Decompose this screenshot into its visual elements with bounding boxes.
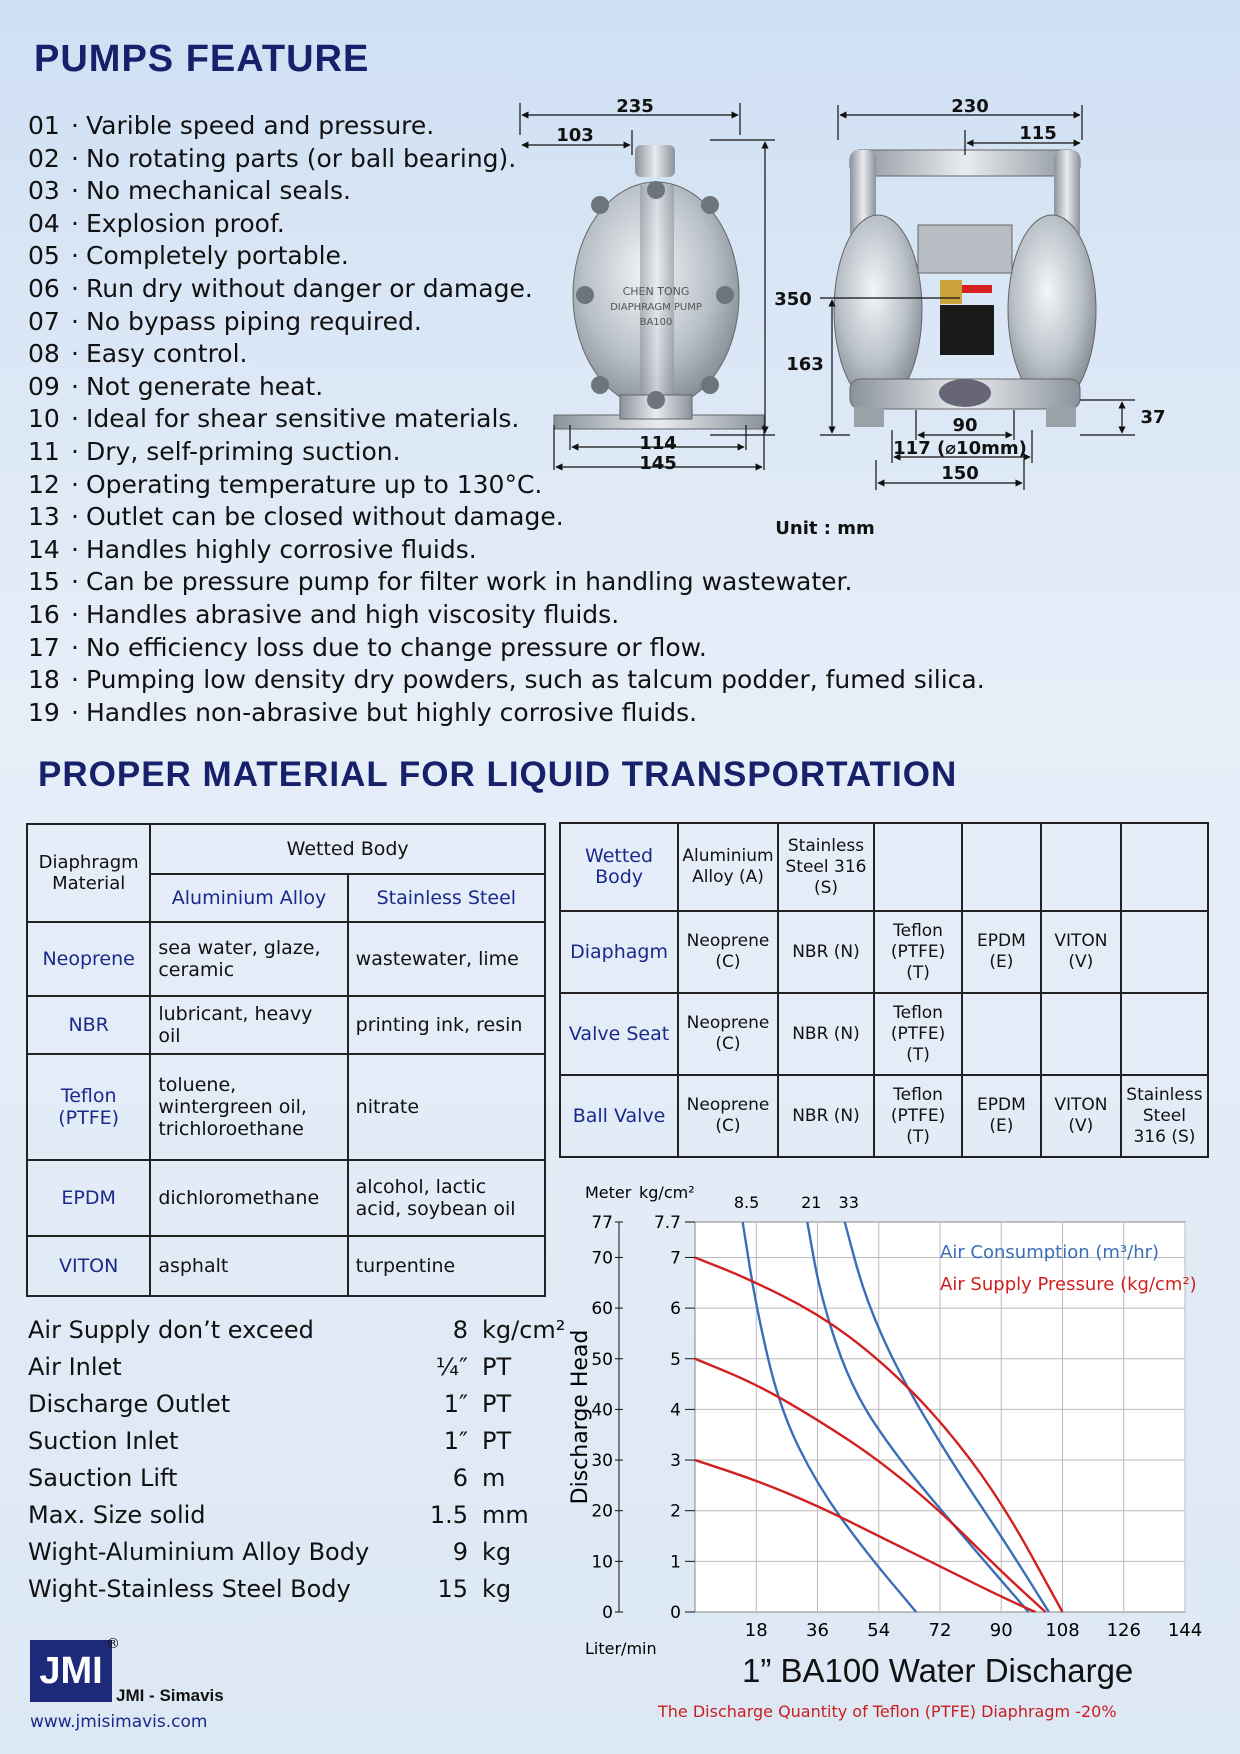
dim-front-inlet: 90 bbox=[952, 415, 978, 436]
feature-item bbox=[28, 697, 988, 730]
y-right-unit: kg/cm² bbox=[639, 1183, 695, 1202]
x-tick-label: 36 bbox=[806, 1620, 829, 1641]
feature-item bbox=[28, 632, 988, 665]
dim-side-base-in: 114 bbox=[639, 433, 677, 454]
materials-title: PROPER MATERIAL FOR LIQUID TRANSPORTATION bbox=[38, 755, 958, 794]
selection-cell: VITON (V) bbox=[1041, 911, 1121, 993]
bullet-dot: · bbox=[71, 469, 79, 499]
feature-text: Explosion proof. bbox=[86, 208, 285, 238]
selection-cell: NBR (N) bbox=[778, 1075, 874, 1157]
feature-text: No bypass piping required. bbox=[86, 306, 422, 336]
feature-text: Completely portable. bbox=[86, 241, 349, 271]
spec-value: 1″ bbox=[443, 1427, 468, 1455]
y-left-tick-label: 40 bbox=[591, 1400, 613, 1421]
bullet-dot: · bbox=[71, 599, 79, 629]
feature-number: 09 bbox=[28, 371, 60, 401]
x-tick-label: 90 bbox=[989, 1620, 1013, 1641]
selection-cell: Stainless Steel 316 (S) bbox=[1121, 1075, 1208, 1157]
selection-cell bbox=[1121, 993, 1208, 1075]
spec-label: Max. Size solid bbox=[28, 1501, 206, 1529]
selection-row-head: Ball Valve bbox=[560, 1075, 678, 1157]
bullet-dot: · bbox=[71, 241, 79, 271]
spec-value: 9 bbox=[452, 1538, 468, 1566]
selection-cell: Neoprene (C) bbox=[678, 911, 778, 993]
feature-number: 17 bbox=[28, 632, 60, 662]
spec-unit: kg bbox=[482, 1575, 512, 1603]
y-right-tick-label: 7.7 bbox=[653, 1213, 681, 1233]
y-left-tick-label: 77 bbox=[591, 1213, 613, 1233]
air-consumption-label: 8.5 bbox=[733, 1193, 760, 1212]
bullet-dot: · bbox=[71, 632, 79, 662]
spec-unit: m bbox=[482, 1464, 506, 1492]
spec-value: 6 bbox=[452, 1464, 468, 1492]
spec-unit: kg bbox=[482, 1538, 512, 1566]
bullet-dot: · bbox=[71, 208, 79, 238]
y-left-tick-label: 20 bbox=[591, 1501, 613, 1522]
spec-unit: PT bbox=[482, 1427, 512, 1455]
y-right-tick-label: 5 bbox=[670, 1349, 681, 1370]
bullet-dot: · bbox=[71, 143, 79, 173]
dim-front-foot-height: 37 bbox=[1140, 407, 1166, 428]
feature-text: Run dry without danger or damage. bbox=[86, 273, 533, 303]
selection-cell bbox=[874, 823, 962, 911]
brand-url[interactable]: www.jmisimavis.com bbox=[30, 1712, 208, 1732]
y-right-tick-label: 2 bbox=[670, 1501, 681, 1522]
selection-cell: VITON (V) bbox=[1041, 1075, 1121, 1157]
dim-unit: Unit : mm bbox=[775, 518, 875, 539]
spec-label: Wight-Aluminium Alloy Body bbox=[28, 1538, 370, 1566]
y-left-tick-label: 10 bbox=[591, 1552, 613, 1573]
y-left-unit: Meter bbox=[585, 1183, 632, 1202]
feature-text: Varible speed and pressure. bbox=[86, 111, 435, 140]
material-selection-table bbox=[559, 822, 1209, 1158]
dim-front-width: 230 bbox=[951, 96, 989, 117]
feature-number: 07 bbox=[28, 306, 60, 336]
spec-unit: kg/cm² bbox=[482, 1316, 566, 1344]
brand-logo: JMI bbox=[30, 1640, 112, 1702]
spec-label: Air Supply don’t exceed bbox=[28, 1316, 314, 1344]
header-stainless: Stainless Steel bbox=[348, 874, 545, 922]
dim-front-inlet-height: 163 bbox=[786, 354, 824, 375]
selection-cell bbox=[1041, 823, 1121, 911]
y-right-tick-label: 7 bbox=[670, 1248, 681, 1269]
y-right-tick-label: 0 bbox=[670, 1603, 681, 1623]
bullet-dot: · bbox=[71, 502, 79, 532]
feature-text: Can be pressure pump for filter work in handling wastewater. bbox=[86, 567, 853, 597]
spec-label: Suction Inlet bbox=[28, 1427, 179, 1455]
dim-side-height: 350 bbox=[774, 289, 812, 310]
bullet-dot: · bbox=[71, 371, 79, 401]
y-left-tick-label: 0 bbox=[602, 1603, 613, 1623]
feature-text: No rotating parts (or ball bearing). bbox=[86, 143, 517, 173]
feature-number: 10 bbox=[28, 404, 60, 434]
chart-subtitle: The Discharge Quantity of Teflon (PTFE) Diaphragm -20% bbox=[658, 1702, 1117, 1721]
selection-cell bbox=[962, 993, 1041, 1075]
bullet-dot: · bbox=[71, 697, 79, 727]
feature-item bbox=[28, 566, 988, 599]
header-aluminium: Aluminium Alloy bbox=[150, 874, 347, 922]
chart-title: 1” BA100 Water Discharge bbox=[742, 1652, 1134, 1689]
feature-item bbox=[28, 599, 988, 632]
y-left-tick-label: 30 bbox=[591, 1451, 613, 1472]
spec-unit: PT bbox=[482, 1390, 512, 1418]
bullet-dot: · bbox=[71, 534, 79, 564]
bullet-dot: · bbox=[71, 404, 79, 434]
spec-label: Wight-Stainless Steel Body bbox=[28, 1575, 351, 1603]
dim-front-feet: 117 (⌀10mm) bbox=[893, 438, 1027, 459]
feature-text: Easy control. bbox=[86, 339, 248, 369]
selection-cell bbox=[962, 823, 1041, 911]
feature-number: 15 bbox=[28, 567, 60, 597]
x-axis-label: Liter/min bbox=[585, 1639, 657, 1658]
feature-text: No efficiency loss due to change pressure or flow. bbox=[86, 632, 707, 662]
feature-number: 03 bbox=[28, 176, 60, 206]
selection-cell: EPDM (E) bbox=[962, 1075, 1041, 1157]
dim-side-base-out: 145 bbox=[639, 453, 677, 474]
bullet-dot: · bbox=[71, 111, 79, 140]
feature-text: Not generate heat. bbox=[86, 371, 324, 401]
feature-number: 08 bbox=[28, 339, 60, 369]
selection-cell: Teflon (PTFE) (T) bbox=[874, 911, 962, 993]
brand-registered: ® bbox=[106, 1636, 120, 1652]
table-row bbox=[560, 823, 1208, 911]
bullet-dot: · bbox=[71, 339, 79, 369]
feature-number: 12 bbox=[28, 469, 60, 499]
feature-text: Outlet can be closed without damage. bbox=[86, 502, 564, 532]
selection-cell bbox=[1041, 993, 1121, 1075]
bullet-dot: · bbox=[71, 306, 79, 336]
table-row: EPDM dichloromethane alcohol, lactic acid, soybean oil bbox=[27, 1160, 545, 1236]
feature-text: Ideal for shear sensitive materials. bbox=[86, 404, 520, 434]
feature-number: 01 bbox=[28, 111, 60, 140]
feature-number: 02 bbox=[28, 143, 60, 173]
feature-number: 13 bbox=[28, 502, 60, 532]
spec-label: Sauction Lift bbox=[28, 1464, 178, 1492]
feature-number: 11 bbox=[28, 436, 60, 466]
header-diaphragm: Diaphragm Material bbox=[27, 824, 150, 922]
feature-number: 16 bbox=[28, 599, 60, 629]
x-tick-label: 144 bbox=[1167, 1620, 1203, 1641]
feature-number: 06 bbox=[28, 273, 60, 303]
x-tick-label: 18 bbox=[744, 1620, 768, 1641]
selection-row-head: Wetted Body bbox=[560, 823, 678, 911]
y-right-tick-label: 3 bbox=[670, 1451, 681, 1472]
dim-side-half: 103 bbox=[556, 125, 594, 146]
selection-cell: Stainless Steel 316 (S) bbox=[778, 823, 874, 911]
selection-cell bbox=[1121, 911, 1208, 993]
spec-value: 15 bbox=[437, 1575, 468, 1603]
table-row: VITON asphalt turpentine bbox=[27, 1236, 545, 1296]
table-row bbox=[560, 1075, 1208, 1157]
x-tick-label: 108 bbox=[1045, 1620, 1080, 1641]
feature-text: Pumping low density dry powders, such as talcum podder, fumed silica. bbox=[86, 665, 985, 695]
table-row bbox=[560, 911, 1208, 993]
y-right-tick-label: 1 bbox=[670, 1552, 681, 1573]
feature-text: Handles highly corrosive fluids. bbox=[86, 534, 477, 564]
spec-label: Air Inlet bbox=[28, 1353, 122, 1381]
table-row: Neoprene sea water, glaze, ceramic wastewater, lime bbox=[27, 922, 545, 996]
selection-row-head: Valve Seat bbox=[560, 993, 678, 1075]
air-consumption-label: 21 bbox=[801, 1193, 822, 1212]
pump-label-3: BA100 bbox=[639, 317, 673, 328]
selection-cell: NBR (N) bbox=[778, 911, 874, 993]
x-tick-label: 72 bbox=[928, 1620, 952, 1641]
selection-cell: NBR (N) bbox=[778, 993, 874, 1075]
air-consumption-label: 33 bbox=[838, 1193, 859, 1212]
bullet-dot: · bbox=[71, 176, 79, 206]
dim-front-half: 115 bbox=[1019, 123, 1057, 144]
selection-cell: Aluminium Alloy (A) bbox=[678, 823, 778, 911]
dim-side-width: 235 bbox=[616, 96, 654, 117]
y-right-tick-label: 6 bbox=[670, 1299, 681, 1320]
selection-cell: Neoprene (C) bbox=[678, 1075, 778, 1157]
table-row: NBR lubricant, heavy oil printing ink, resin bbox=[27, 996, 545, 1054]
header-wetted: Wetted Body bbox=[150, 824, 545, 874]
pump-front-view bbox=[834, 150, 1096, 427]
spec-value: 1.5 bbox=[429, 1501, 468, 1529]
y-left-tick-label: 70 bbox=[591, 1248, 613, 1269]
feature-number: 19 bbox=[28, 697, 60, 727]
pump-side-view bbox=[554, 145, 764, 429]
spec-value: 8 bbox=[452, 1316, 468, 1344]
selection-cell bbox=[1121, 823, 1208, 911]
features-title: PUMPS FEATURE bbox=[34, 38, 370, 80]
feature-text: Dry, self-priming suction. bbox=[86, 436, 401, 466]
feature-text: Handles non-abrasive but highly corrosive fluids. bbox=[86, 697, 698, 727]
selection-cell: Teflon (PTFE) (T) bbox=[874, 993, 962, 1075]
spec-value: ¼″ bbox=[435, 1353, 468, 1381]
feature-number: 14 bbox=[28, 534, 60, 564]
bullet-dot: · bbox=[71, 665, 79, 695]
selection-cell: Teflon (PTFE) (T) bbox=[874, 1075, 962, 1157]
feature-text: No mechanical seals. bbox=[86, 176, 351, 206]
y-left-tick-label: 50 bbox=[591, 1349, 613, 1370]
y-right-tick-label: 4 bbox=[670, 1400, 681, 1421]
pump-label-2: DIAPHRAGM PUMP bbox=[610, 302, 702, 313]
spec-unit: PT bbox=[482, 1353, 512, 1381]
y-left-tick-label: 60 bbox=[591, 1299, 613, 1320]
x-tick-label: 54 bbox=[867, 1620, 891, 1641]
spec-label: Discharge Outlet bbox=[28, 1390, 231, 1418]
feature-text: Operating temperature up to 130°C. bbox=[86, 469, 543, 499]
spec-unit: mm bbox=[482, 1501, 529, 1529]
spec-value: 1″ bbox=[443, 1390, 468, 1418]
table-row: Teflon (PTFE) toluene, wintergreen oil, trichloroethane nitrate bbox=[27, 1054, 545, 1160]
table-row bbox=[560, 993, 1208, 1075]
bullet-dot: · bbox=[71, 567, 79, 597]
x-tick-label: 126 bbox=[1106, 1620, 1141, 1641]
feature-text: Handles abrasive and high viscosity fluids. bbox=[86, 599, 620, 629]
y-axis-label: Discharge Head bbox=[568, 1329, 593, 1505]
bullet-dot: · bbox=[71, 273, 79, 303]
feature-item bbox=[28, 664, 988, 697]
feature-number: 04 bbox=[28, 208, 60, 238]
feature-number: 18 bbox=[28, 665, 60, 695]
feature-number: 05 bbox=[28, 241, 60, 271]
selection-row-head: Diaphagm bbox=[560, 911, 678, 993]
selection-cell: Neoprene (C) bbox=[678, 993, 778, 1075]
selection-cell: EPDM (E) bbox=[962, 911, 1041, 993]
bullet-dot: · bbox=[71, 436, 79, 466]
legend-air-consumption: Air Consumption (m³/hr) bbox=[940, 1242, 1160, 1263]
performance-chart bbox=[568, 1183, 1230, 1658]
legend-air-pressure: Air Supply Pressure (kg/cm²) bbox=[940, 1274, 1197, 1295]
material-compat-table bbox=[26, 823, 546, 1297]
brand-name: JMI - Simavis bbox=[116, 1686, 224, 1705]
dimension-drawings bbox=[556, 95, 1220, 550]
dim-front-base: 150 bbox=[941, 463, 979, 484]
pump-label-1: CHEN TONG bbox=[622, 285, 690, 298]
